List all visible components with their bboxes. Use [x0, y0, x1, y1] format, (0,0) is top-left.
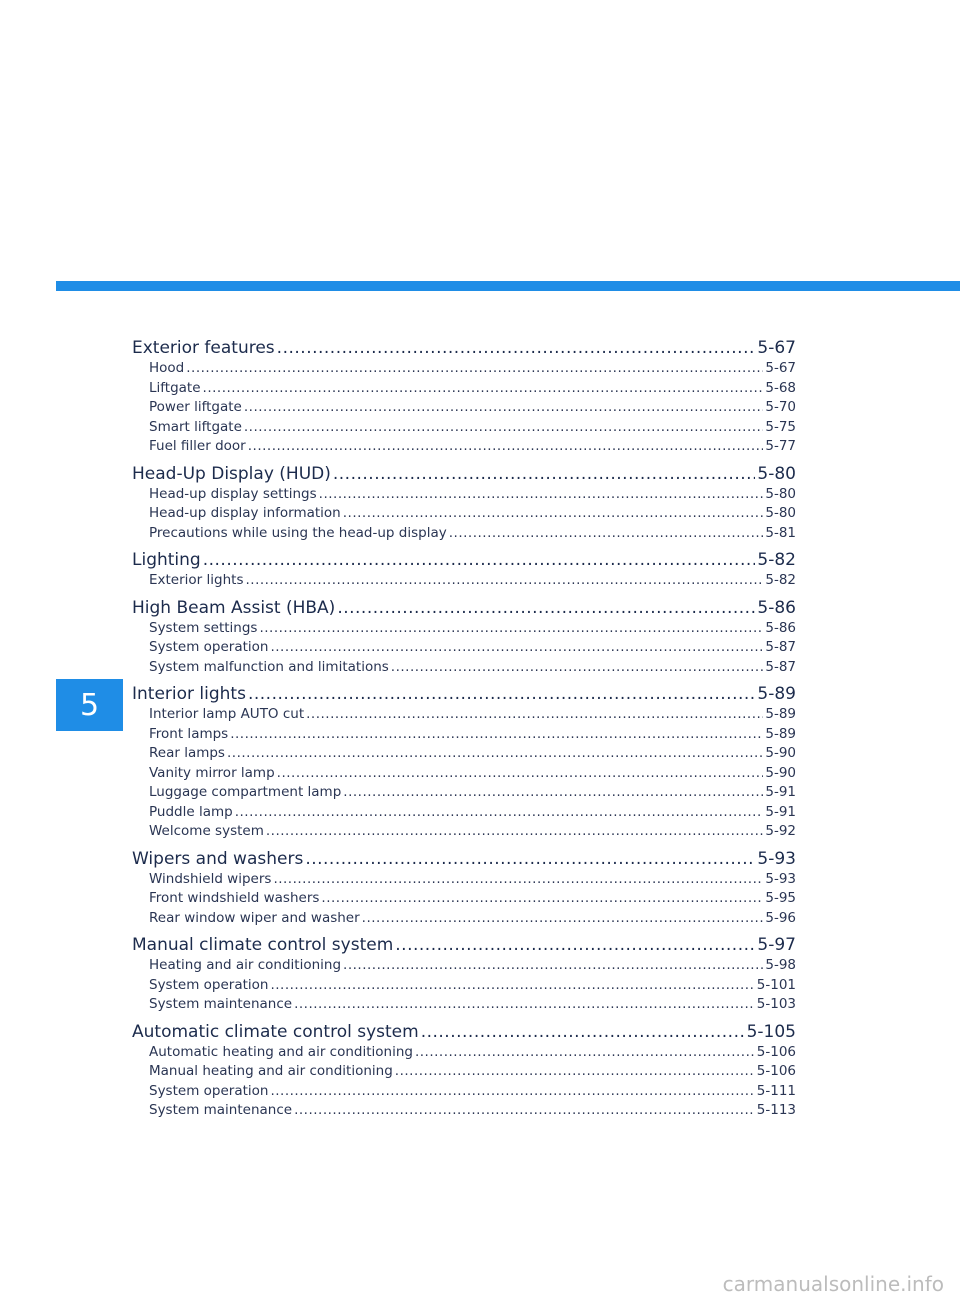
toc-section-heading[interactable] — [132, 597, 796, 619]
dot-leader — [449, 524, 764, 544]
toc-entry[interactable] — [132, 1082, 796, 1102]
toc-section — [132, 463, 796, 544]
toc-section-heading[interactable] — [132, 934, 796, 956]
toc-label: System operation — [149, 1082, 269, 1099]
dot-leader — [343, 783, 763, 803]
toc-page-number: 5-91 — [765, 784, 796, 800]
toc-label: Welcome system — [149, 823, 264, 839]
dot-leader — [186, 359, 763, 379]
toc-label: System settings — [149, 619, 258, 636]
toc-entry[interactable] — [132, 398, 796, 418]
dot-leader — [343, 956, 763, 976]
toc-label: Exterior lights — [149, 572, 244, 588]
toc-label: High Beam Assist (HBA) — [132, 597, 336, 618]
dot-leader — [337, 597, 755, 619]
dot-leader — [333, 463, 756, 485]
toc-page-number: 5-106 — [756, 1043, 796, 1060]
toc-page-number: 5-68 — [765, 379, 796, 396]
toc-page-number: 5-93 — [757, 848, 796, 869]
toc-page-number: 5-80 — [765, 505, 796, 521]
toc-entry[interactable] — [132, 619, 796, 639]
toc-entry[interactable] — [132, 359, 796, 379]
toc-page-number: 5-77 — [765, 438, 796, 454]
toc-section-heading[interactable] — [132, 337, 796, 359]
toc-label: Automatic heating and air conditioning — [149, 1043, 413, 1060]
toc-label: System operation — [149, 976, 269, 993]
toc-section — [132, 848, 796, 929]
toc-entry[interactable] — [132, 437, 796, 457]
toc-entry[interactable] — [132, 783, 796, 803]
toc-page-number: 5-95 — [765, 890, 796, 906]
chapter-tab — [56, 679, 123, 731]
toc-entry[interactable] — [132, 418, 796, 438]
toc-label: System operation — [149, 639, 269, 655]
toc-section-heading[interactable] — [132, 848, 796, 870]
toc-page-number: 5-67 — [757, 338, 796, 358]
dot-leader — [415, 1043, 755, 1063]
toc-label: System malfunction and limitations — [149, 658, 389, 675]
toc-entry[interactable] — [132, 889, 796, 909]
dot-leader — [395, 934, 755, 956]
dot-leader — [259, 619, 763, 639]
toc-page-number: 5-87 — [765, 658, 796, 675]
dot-leader — [306, 705, 763, 725]
toc-entry[interactable] — [132, 1043, 796, 1063]
toc-section-heading[interactable] — [132, 463, 796, 485]
dot-leader — [270, 1082, 754, 1102]
toc-page-number: 5-101 — [756, 976, 796, 993]
toc-label: Interior lights — [132, 684, 246, 704]
toc-entry[interactable] — [132, 504, 796, 524]
toc-label: Manual climate control system — [132, 935, 394, 955]
toc-page-number: 5-91 — [765, 803, 796, 820]
toc-label: Exterior features — [132, 338, 275, 358]
toc-label: Power liftgate — [149, 399, 242, 415]
toc-label: Rear window wiper and washer — [149, 909, 360, 926]
toc-page-number: 5-98 — [765, 957, 796, 973]
toc-page-number: 5-86 — [757, 597, 796, 618]
dot-leader — [305, 848, 755, 870]
toc-section — [132, 934, 796, 1015]
toc-page-number: 5-113 — [756, 1102, 796, 1118]
dot-leader — [203, 549, 756, 571]
toc-page-number: 5-97 — [757, 935, 796, 955]
dot-leader — [319, 485, 764, 505]
dot-leader — [248, 683, 755, 705]
chapter-number: 5 — [79, 687, 100, 723]
toc-label: Windshield wipers — [149, 870, 272, 887]
toc-entry[interactable] — [132, 744, 796, 764]
toc-section — [132, 597, 796, 678]
toc-label: Wipers and washers — [132, 848, 304, 869]
toc-label: Liftgate — [149, 379, 201, 396]
toc-label: Rear lamps — [149, 745, 225, 761]
toc-label: Vanity mirror lamp — [149, 764, 275, 781]
toc-page-number: 5-93 — [765, 870, 796, 887]
toc-entry[interactable] — [132, 870, 796, 890]
toc-entry[interactable] — [132, 524, 796, 544]
dot-leader — [277, 337, 756, 359]
dot-leader — [227, 744, 763, 764]
toc-label: Interior lamp AUTO cut — [149, 706, 305, 722]
toc-page-number: 5-67 — [765, 360, 796, 376]
dot-leader — [245, 571, 763, 591]
toc-label: Head-Up Display (HUD) — [132, 463, 331, 484]
toc-entry[interactable] — [132, 995, 796, 1015]
toc-label: System maintenance — [149, 1102, 293, 1118]
dot-leader — [266, 822, 764, 842]
toc-entry[interactable] — [132, 1101, 796, 1121]
toc-entry[interactable] — [132, 822, 796, 842]
dot-leader — [230, 725, 763, 745]
toc-entry[interactable] — [132, 909, 796, 929]
toc-label: Manual heating and air conditioning — [149, 1063, 393, 1079]
toc-page-number: 5-87 — [765, 639, 796, 655]
dot-leader — [395, 1062, 755, 1082]
toc-section — [132, 337, 796, 457]
table-of-contents — [132, 337, 796, 1127]
dot-leader — [244, 398, 764, 418]
toc-section-heading[interactable] — [132, 549, 796, 571]
toc-label: Head-up display settings — [149, 485, 317, 502]
dot-leader — [244, 418, 763, 438]
dot-leader — [294, 995, 755, 1015]
toc-entry[interactable] — [132, 379, 796, 399]
toc-entry[interactable] — [132, 485, 796, 505]
toc-entry[interactable] — [132, 803, 796, 823]
toc-section-heading[interactable] — [132, 1021, 796, 1043]
toc-page-number: 5-92 — [765, 823, 796, 839]
dot-leader — [343, 504, 764, 524]
toc-page-number: 5-111 — [756, 1082, 796, 1099]
dot-leader — [273, 870, 763, 890]
toc-page-number: 5-103 — [756, 996, 796, 1012]
toc-section-heading[interactable] — [132, 683, 796, 705]
dot-leader — [248, 437, 764, 457]
toc-entry[interactable] — [132, 658, 796, 678]
dot-leader — [294, 1101, 755, 1121]
toc-page-number: 5-90 — [765, 764, 796, 781]
dot-leader — [203, 379, 764, 399]
dot-leader — [270, 638, 763, 658]
toc-label: Hood — [149, 360, 185, 376]
dot-leader — [235, 803, 764, 823]
toc-section — [132, 1021, 796, 1121]
toc-page-number: 5-80 — [757, 463, 796, 484]
toc-label: Luggage compartment lamp — [149, 784, 342, 800]
toc-label: Front lamps — [149, 725, 229, 742]
toc-page-number: 5-89 — [765, 725, 796, 742]
toc-entry[interactable] — [132, 976, 796, 996]
toc-label: System maintenance — [149, 996, 293, 1012]
toc-section — [132, 549, 796, 591]
toc-label: Smart liftgate — [149, 418, 242, 435]
toc-page-number: 5-105 — [746, 1021, 796, 1042]
toc-entry[interactable] — [132, 956, 796, 976]
toc-label: Head-up display information — [149, 505, 341, 521]
watermark: carmanualsonline.info — [722, 1272, 944, 1296]
toc-page-number: 5-75 — [765, 418, 796, 435]
dot-leader — [391, 658, 764, 678]
toc-section — [132, 683, 796, 842]
toc-page-number: 5-81 — [765, 524, 796, 541]
toc-label: Fuel filler door — [149, 438, 246, 454]
toc-entry[interactable] — [132, 638, 796, 658]
toc-label: Heating and air conditioning — [149, 957, 342, 973]
header-accent-bar — [56, 281, 960, 291]
toc-page-number: 5-70 — [765, 399, 796, 415]
toc-page-number: 5-89 — [757, 684, 796, 704]
toc-page-number: 5-89 — [765, 706, 796, 722]
toc-entry[interactable] — [132, 764, 796, 784]
toc-entry[interactable] — [132, 725, 796, 745]
toc-entry[interactable] — [132, 571, 796, 591]
toc-label: Front windshield washers — [149, 890, 320, 906]
dot-leader — [270, 976, 754, 996]
dot-leader — [277, 764, 764, 784]
toc-entry[interactable] — [132, 1062, 796, 1082]
dot-leader — [421, 1021, 745, 1043]
dot-leader — [362, 909, 764, 929]
toc-page-number: 5-80 — [765, 485, 796, 502]
toc-page-number: 5-96 — [765, 909, 796, 926]
toc-page-number: 5-106 — [756, 1063, 796, 1079]
toc-page-number: 5-82 — [765, 572, 796, 588]
toc-label: Automatic climate control system — [132, 1021, 419, 1042]
toc-page-number: 5-90 — [765, 745, 796, 761]
toc-label: Precautions while using the head-up display — [149, 524, 447, 541]
toc-label: Lighting — [132, 550, 201, 570]
toc-page-number: 5-82 — [757, 550, 796, 570]
dot-leader — [321, 889, 763, 909]
toc-entry[interactable] — [132, 705, 796, 725]
toc-label: Puddle lamp — [149, 803, 233, 820]
toc-page-number: 5-86 — [765, 619, 796, 636]
